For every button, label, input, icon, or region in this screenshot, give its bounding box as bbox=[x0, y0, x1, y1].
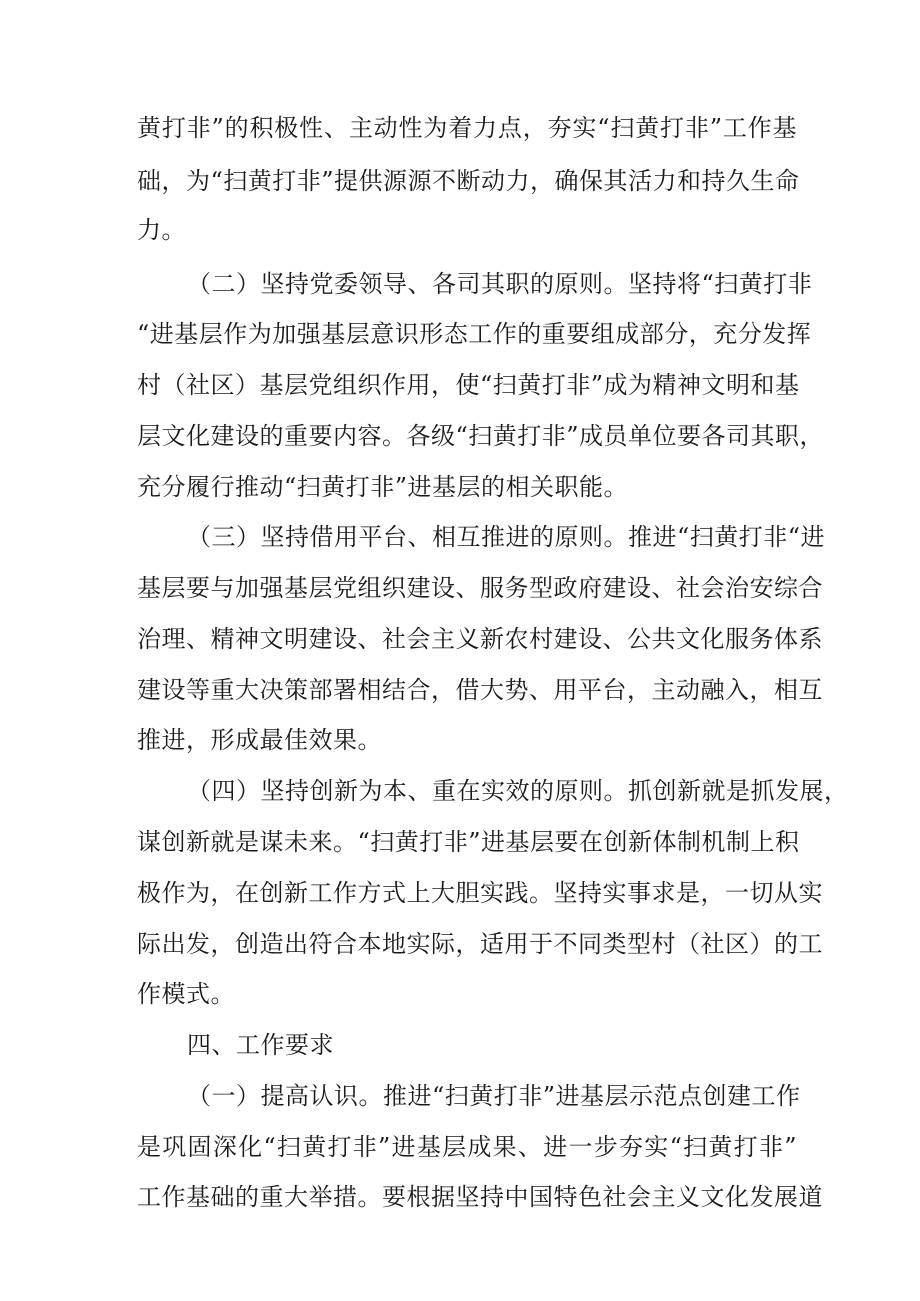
paragraph-start-line: （四）坚持创新为本、重在实效的原则。抓创新就是抓发展， bbox=[187, 777, 849, 805]
text-line: 作模式。 bbox=[137, 980, 235, 1008]
text-line: 村（社区）基层党组织作用，使“扫黄打非”成为精神文明和基 bbox=[137, 371, 800, 399]
text-line: 极作为，在创新工作方式上大胆实践。坚持实事求是，一切从实 bbox=[137, 879, 823, 907]
text-line: 层文化建设的重要内容。各级“扫黄打非”成员单位要各司其职， bbox=[137, 422, 825, 450]
text-line: 黄打非”的积极性、主动性为着力点，夯实“扫黄打非”工作基 bbox=[137, 114, 797, 142]
text-line: 基层要与加强基层党组织建设、服务型政府建设、社会治安综合 bbox=[137, 574, 823, 602]
section-heading: 四、工作要求 bbox=[187, 1031, 334, 1059]
text-line: 是巩固深化“扫黄打非”进基层成果、进一步夯实“扫黄打非” bbox=[137, 1133, 797, 1161]
text-line: 际出发，创造出符合本地实际，适用于不同类型村（社区）的工 bbox=[137, 930, 823, 958]
text-line: 推进，形成最佳效果。 bbox=[137, 726, 382, 754]
text-line: 充分履行推动“扫黄打非”进基层的相关职能。 bbox=[137, 473, 629, 501]
paragraph-start-line: （二）坚持党委领导、各司其职的原则。坚持将“扫黄打非 bbox=[187, 270, 813, 298]
text-line: “进基层作为加强基层意识形态工作的重要组成部分，充分发挥 bbox=[137, 320, 812, 348]
paragraph-start-line: （一）提高认识。推进“扫黄打非”进基层示范点创建工作 bbox=[187, 1082, 801, 1110]
text-line: 础，为“扫黄打非”提供源源不断动力，确保其活力和持久生命 bbox=[137, 167, 800, 195]
text-line: 治理、精神文明建设、社会主义新农村建设、公共文化服务体系 bbox=[137, 625, 823, 653]
text-line: 力。 bbox=[137, 216, 186, 244]
text-line: 谋创新就是谋未来。“扫黄打非”进基层要在创新体制机制上积 bbox=[137, 828, 800, 856]
text-line: 工作基础的重大举措。要根据坚持中国特色社会主义文化发展道 bbox=[137, 1183, 823, 1211]
paragraph-start-line: （三）坚持借用平台、相互推进的原则。推进“扫黄打非“进 bbox=[187, 523, 826, 551]
text-line: 建设等重大决策部署相结合，借大势、用平台，主动融入，相互 bbox=[137, 676, 823, 704]
